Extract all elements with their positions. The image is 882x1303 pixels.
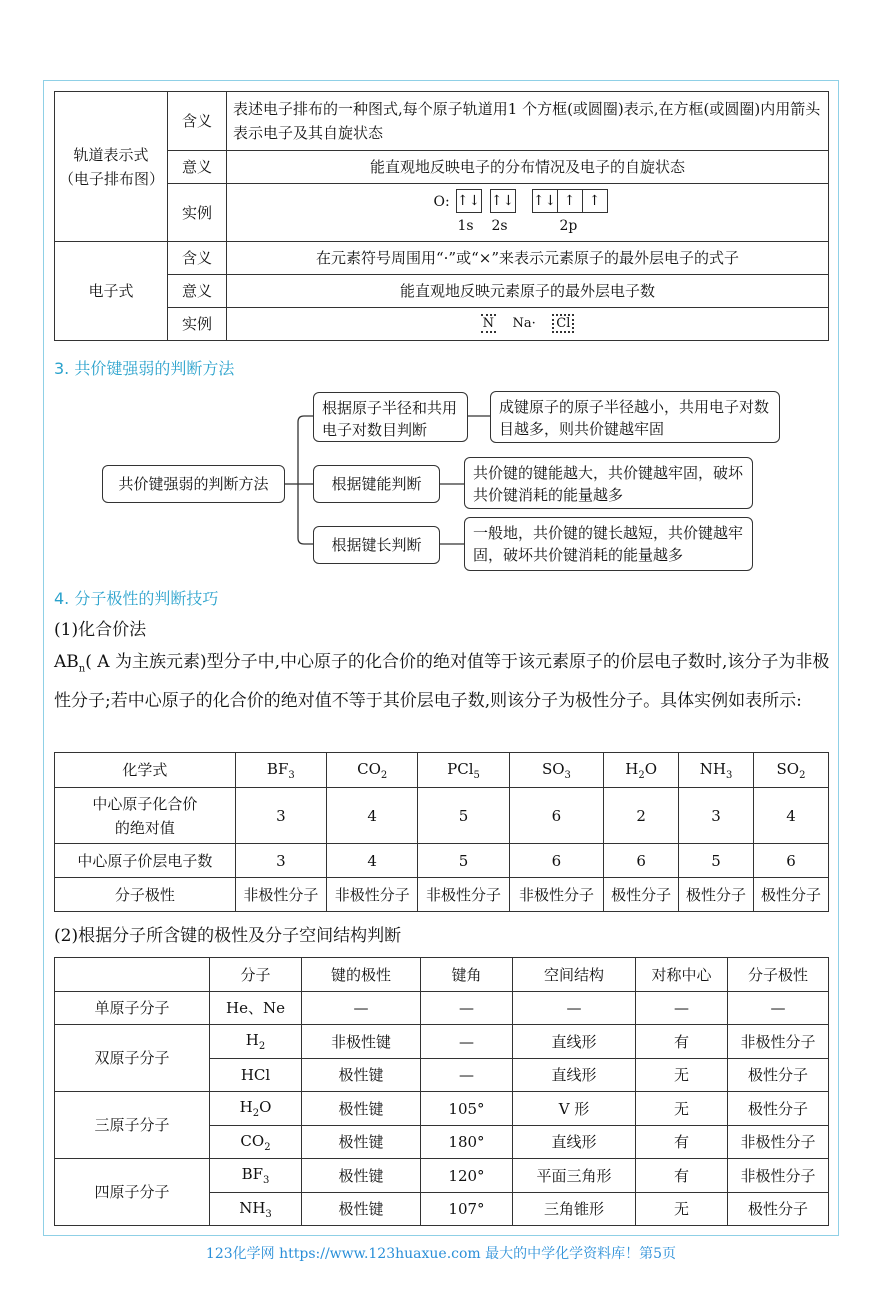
cell: 非极性分子 — [728, 1159, 829, 1193]
header-cell: 分子极性 — [728, 958, 829, 992]
group-electron-formula: 电子式 — [55, 242, 168, 341]
group-orbital-diagram: 轨道表示式（电子排布图） — [55, 92, 168, 242]
row-label: 中心原子化合价的绝对值 — [55, 788, 236, 844]
header-cell: 键的极性 — [302, 958, 421, 992]
cell: — — [728, 992, 829, 1025]
cell: 极性分子 — [604, 878, 679, 912]
tree-result-1: 成键原子的原子半径越小，共用电子对数目越多，则共价键越牢固 — [490, 391, 780, 443]
cell: 极性分子 — [728, 1092, 829, 1126]
row-label: 中心原子价层电子数 — [55, 844, 236, 878]
header-cell: $CO_2$ — [327, 753, 418, 788]
row-label: 意义 — [168, 151, 227, 184]
row-label: 实例 — [168, 308, 227, 341]
cell: 极性分子 — [754, 878, 829, 912]
group-label: 三原子分子 — [55, 1092, 210, 1159]
header-cell: 空间结构 — [513, 958, 636, 992]
cell: 5 — [679, 844, 754, 878]
group-label: 四原子分子 — [55, 1159, 210, 1226]
cell: 5 — [418, 844, 509, 878]
molecule: HCl — [210, 1059, 302, 1092]
cell: 非极性分子 — [327, 878, 418, 912]
cell: — — [421, 1059, 513, 1092]
tree-branch-2: 根据键能判断 — [313, 465, 440, 503]
cell: 有 — [636, 1025, 728, 1059]
orbital-label: 1s — [457, 217, 474, 234]
cell: 3 — [235, 788, 326, 844]
orbital-box: ↑↓ — [532, 189, 558, 213]
row-label: 含义 — [168, 92, 227, 151]
atom-symbol: O: — [433, 193, 450, 210]
cell: V 形 — [513, 1092, 636, 1126]
cell: — — [513, 992, 636, 1025]
chlorine-formula: Cl — [552, 314, 574, 333]
page-footer[interactable]: 123化学网 https://www.123huaxue.com 最大的中学化学资料库！第5页 — [205, 1246, 677, 1262]
sodium-formula: Na· — [512, 315, 536, 331]
molecule: $CO_2$ — [210, 1126, 302, 1159]
cell: 4 — [327, 788, 418, 844]
structure-table — [54, 957, 829, 1226]
header-cell: 分子 — [210, 958, 302, 992]
cell: 极性分子 — [728, 1193, 829, 1226]
cell: 极性分子 — [728, 1059, 829, 1092]
row-text: 在元素符号周围用“·”或“×”来表示元素原子的最外层电子的式子 — [227, 242, 829, 275]
cell: 平面三角形 — [513, 1159, 636, 1193]
cell: 有 — [636, 1126, 728, 1159]
orbital-label: 2s — [491, 217, 508, 234]
cell: — — [636, 992, 728, 1025]
cell: — — [302, 992, 421, 1025]
cell: 4 — [327, 844, 418, 878]
cell: 6 — [604, 844, 679, 878]
cell: 极性键 — [302, 1059, 421, 1092]
cell: 无 — [636, 1092, 728, 1126]
cell: 直线形 — [513, 1025, 636, 1059]
cell: 6 — [754, 844, 829, 878]
cell: 6 — [509, 788, 603, 844]
cell: 2 — [604, 788, 679, 844]
row-label: 含义 — [168, 242, 227, 275]
cell: 107° — [421, 1193, 513, 1226]
tree-result-2: 共价键的键能越大，共价键越牢固，破坏共价键消耗的能量越多 — [464, 457, 753, 509]
header-cell: 对称中心 — [636, 958, 728, 992]
cell: — — [421, 992, 513, 1025]
header-cell: $BF_3$ — [235, 753, 326, 788]
header-cell: $SO_3$ — [509, 753, 603, 788]
tree-branch-3: 根据键长判断 — [313, 526, 440, 564]
cell: 3 — [679, 788, 754, 844]
cell: 5 — [418, 788, 509, 844]
valence-table — [54, 752, 829, 912]
molecule: He、Ne — [210, 992, 302, 1025]
header-cell: $SO_2$ — [754, 753, 829, 788]
header-cell: 键角 — [421, 958, 513, 992]
orbital-box: ↑ — [582, 189, 608, 213]
cell: 极性键 — [302, 1126, 421, 1159]
row-label: 分子极性 — [55, 878, 236, 912]
paragraph — [54, 646, 834, 717]
cell: 非极性分子 — [418, 878, 509, 912]
section-3-heading: 3. 共价键强弱的判断方法 — [54, 359, 235, 378]
paragraph-text: ( A 为主族元素)型分子中,中心原子的化合价的绝对值等于该元素原子的价层电子数时,该分子为非极性分子;若中心原子的化合价的绝对值不等于其价层电子数,则该分子为极性分子。具体实例如表所示: — [54, 652, 830, 712]
tree-root: 共价键强弱的判断方法 — [102, 465, 285, 503]
cell: 直线形 — [513, 1126, 636, 1159]
cell: 无 — [636, 1193, 728, 1226]
cell: 180° — [421, 1126, 513, 1159]
cell: 非极性分子 — [728, 1025, 829, 1059]
header-cell: $NH_3$ — [679, 753, 754, 788]
cell: 无 — [636, 1059, 728, 1092]
molecule: $BF_3$ — [210, 1159, 302, 1193]
cell: 非极性分子 — [509, 878, 603, 912]
molecule: $H_2$ — [210, 1025, 302, 1059]
cell: 直线形 — [513, 1059, 636, 1092]
row-text: 能直观地反映元素原子的最外层电子数 — [227, 275, 829, 308]
molecule: $NH_3$ — [210, 1193, 302, 1226]
cell: 非极性分子 — [728, 1126, 829, 1159]
row-text: 能直观地反映电子的分布情况及电子的自旋状态 — [227, 151, 829, 184]
formula-ab: AB — [54, 652, 79, 672]
formula-subscript: n — [78, 663, 86, 675]
cell: 非极性分子 — [235, 878, 326, 912]
group-label: 双原子分子 — [55, 1025, 210, 1092]
tree-branch-1: 根据原子半径和共用电子对数目判断 — [313, 392, 468, 442]
cell: 极性键 — [302, 1159, 421, 1193]
cell: 4 — [754, 788, 829, 844]
orbital-label: 2p — [559, 217, 578, 234]
row-label: 意义 — [168, 275, 227, 308]
cell: 105° — [421, 1092, 513, 1126]
group-label: 单原子分子 — [55, 992, 210, 1025]
row-label: 实例 — [168, 184, 227, 242]
subsection-1-title: (1)化合价法 — [54, 620, 147, 640]
cell: 极性键 — [302, 1193, 421, 1226]
orbital-box: ↑ — [557, 189, 583, 213]
cell: 有 — [636, 1159, 728, 1193]
tree-connectors — [0, 0, 882, 600]
cell: 非极性键 — [302, 1025, 421, 1059]
tree-result-3: 一般地，共价键的键长越短，共价键越牢固，破坏共价键消耗的能量越多 — [464, 517, 753, 571]
header-cell: $H_2O$ — [604, 753, 679, 788]
section-4-heading: 4. 分子极性的判断技巧 — [54, 589, 219, 608]
header-cell — [55, 958, 210, 992]
row-text: 表述电子排布的一种图式,每个原子轨道用1 个方框(或圆圈)表示,在方框(或圆圈)内用箭头表示电子及其自旋状态 — [227, 92, 829, 151]
subsection-2-title: (2)根据分子所含键的极性及分子空间结构判断 — [54, 926, 402, 946]
nitrogen-formula: N — [482, 315, 494, 331]
header-cell: PCl$_5$ — [418, 753, 509, 788]
cell: 6 — [509, 844, 603, 878]
cell: 三角锥形 — [513, 1193, 636, 1226]
orbital-box: ↑↓ — [456, 189, 482, 213]
cell: 120° — [421, 1159, 513, 1193]
cell: 极性键 — [302, 1092, 421, 1126]
cell: 3 — [235, 844, 326, 878]
orbital-box: ↑↓ — [490, 189, 516, 213]
cell: — — [421, 1025, 513, 1059]
header-cell: 化学式 — [55, 753, 236, 788]
molecule: $H_2O$ — [210, 1092, 302, 1126]
cell: 极性分子 — [679, 878, 754, 912]
